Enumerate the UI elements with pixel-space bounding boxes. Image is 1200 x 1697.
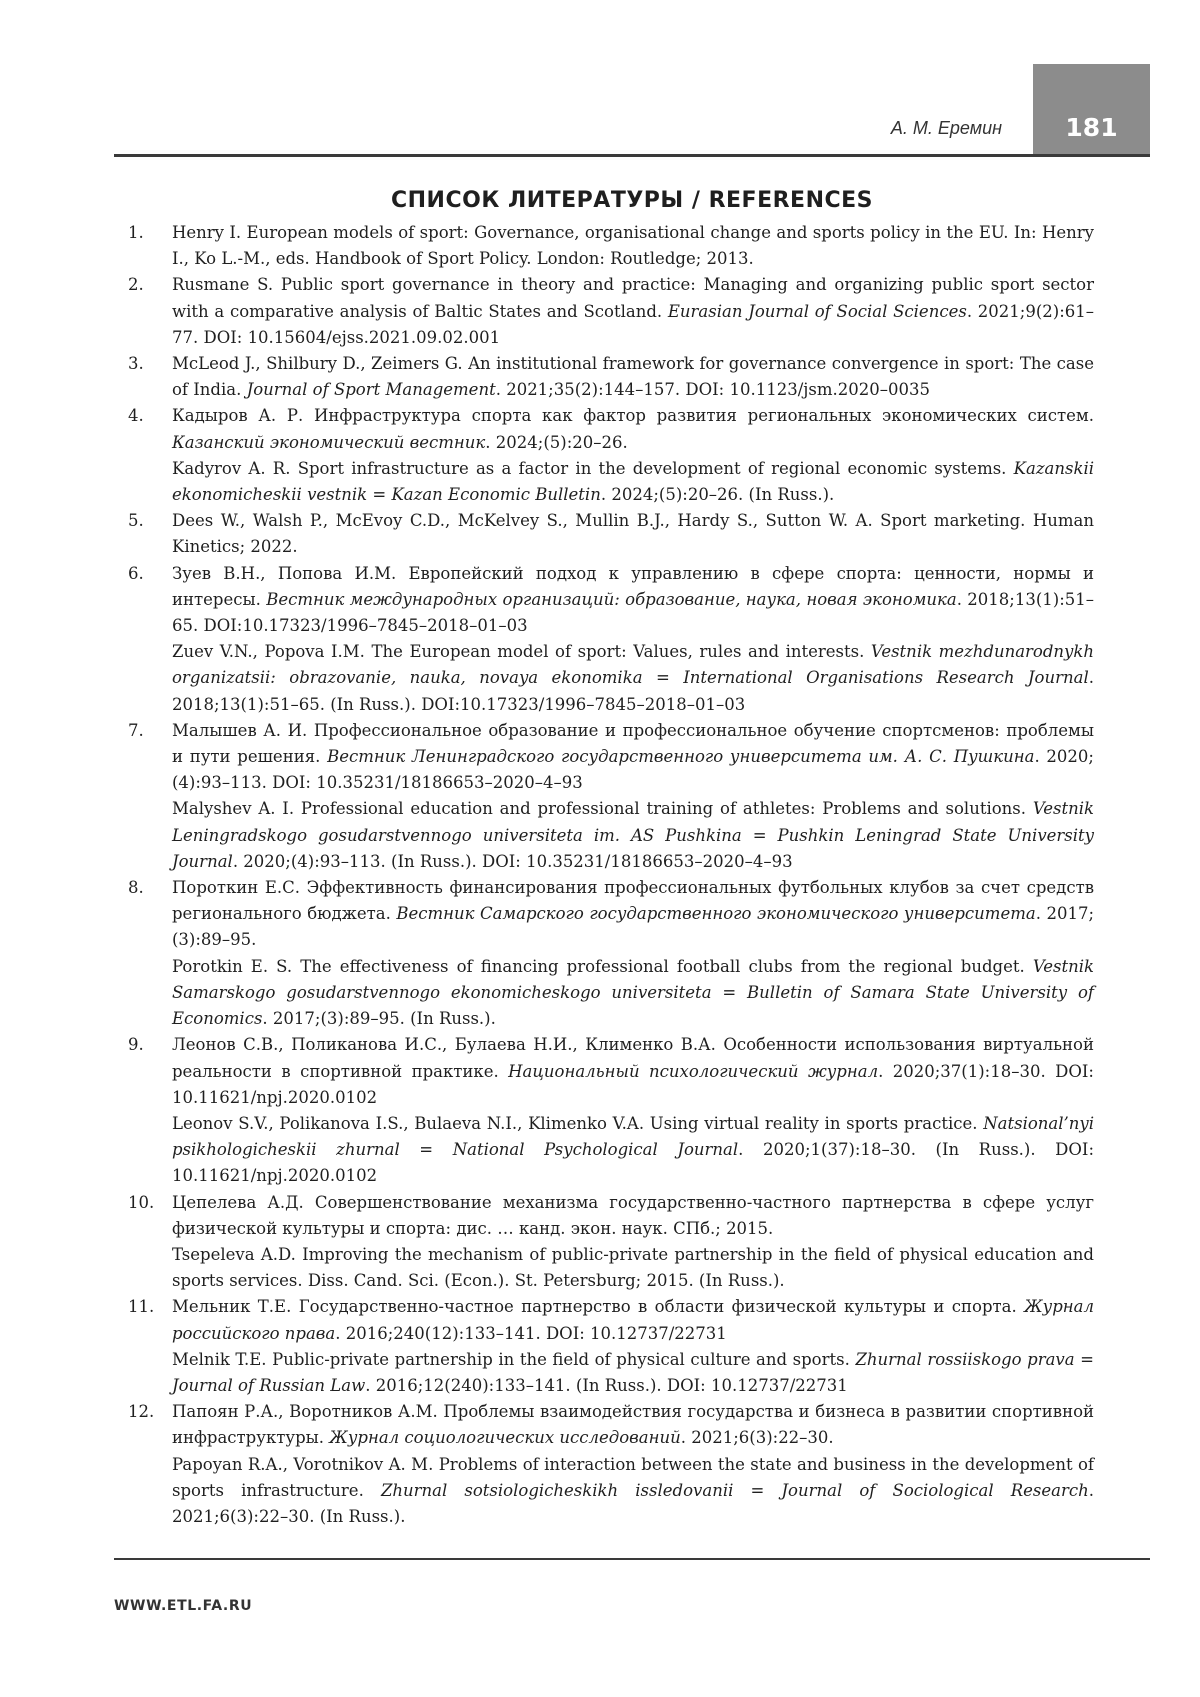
reference-item bbox=[114, 272, 1094, 351]
reference-item bbox=[114, 1032, 1094, 1189]
header-rule bbox=[114, 154, 1150, 157]
reference-text: Dees W., Walsh P., McEvoy C.D., McKelvey S., Mullin B.J., Hardy S., Sutton W. A. Sport marketing. Human Kinetics; 2022. bbox=[172, 511, 1094, 557]
reference-item bbox=[114, 1294, 1094, 1399]
reference-text: Henry I. European models of sport: Governance, organisational change and sports policy in the EU. In: Henry I., Ko L.-M., eds. Handbook of Sport Policy. London: Routledge; 2013. bbox=[172, 223, 1094, 269]
reference-item bbox=[114, 718, 1094, 875]
reference-text: Леонов С.В., Поликанова И.С., Булаева Н.И., Клименко В.А. Особенности использования виртуальной реальности в спортивной практике. Национальный психологический журнал. 2020;37(1):18–30. DOI: 10.11621/npj.2020.0102 bbox=[172, 1035, 1094, 1107]
reference-text: Папоян Р.А., Воротников А.М. Проблемы взаимодействия государства и бизнеса в развитии спортивной инфраструктуры. Журнал социологических исследований. 2021;6(3):22–30. bbox=[172, 1402, 1094, 1448]
reference-translation: Tsepeleva A.D. Improving the mechanism of public-private partnership in the field of physical education and sports services. Diss. Cand. Sci. (Econ.). St. Petersburg; 2015. (In Russ.). bbox=[172, 1244, 1094, 1291]
reference-item bbox=[114, 875, 1094, 1032]
reference-item bbox=[114, 508, 1094, 560]
reference-number: 10. bbox=[128, 1192, 155, 1212]
reference-item bbox=[114, 403, 1094, 508]
reference-item bbox=[114, 351, 1094, 403]
footer-website[interactable]: WWW.ETL.FA.RU bbox=[114, 1598, 253, 1614]
reference-text: Rusmane S. Public sport governance in theory and practice: Managing and organizing public sport sector with a comparative analysis of Baltic States and Scotland. Eurasian Journal of Social Sciences. 2021;9(2):61–77. DOI: 10.15604/ejss.2021.09.02.001 bbox=[172, 275, 1095, 347]
reference-translation: Papoyan R.A., Vorotnikov A. M. Problems of interaction between the state and business in the development of sports infrastructure. Zhurnal sotsiologicheskikh issledovanii = Journal of Sociological Research. 2021;6(3):22–30. (In Russ.). bbox=[172, 1454, 1094, 1526]
reference-text: Зуев В.Н., Попова И.М. Европейский подход к управлению в сфере спорта: ценности, нормы и интересы. Вестник международных организаций: образование, наука, новая экономика. 2018;13(1):51–65. DOI:10.17323/1996–7845–2018–01–03 bbox=[172, 563, 1095, 636]
references-list bbox=[114, 220, 1094, 1530]
reference-number: 3. bbox=[128, 354, 144, 374]
reference-text: Мельник Т.Е. Государственно-частное партнерство в области физической культуры и спорта. Журнал российского права. 2016;240(12):133–141. DOI: 10.12737/22731 bbox=[172, 1297, 1094, 1343]
reference-translation: Leonov S.V., Polikanova I.S., Bulaeva N.I., Klimenko V.A. Using virtual reality in sports practice. Natsional’nyi psikhologicheskii zhurnal = National Psychological Journal. 2020;1(37):18–30. (In Russ.). DOI: 10.11621/npj.2020.0102 bbox=[172, 1113, 1095, 1186]
reference-translation: Melnik T.E. Public-private partnership in the field of physical culture and sports. Zhurnal rossiiskogo prava = Journal of Russian Law. 2016;12(240):133–141. (In Russ.). DOI: 10.12737/22731 bbox=[172, 1349, 1094, 1395]
reference-number: 12. bbox=[128, 1402, 155, 1422]
page-number: 181 bbox=[1065, 113, 1118, 142]
reference-number: 7. bbox=[128, 720, 144, 740]
reference-number: 5. bbox=[128, 511, 144, 531]
reference-number: 2. bbox=[128, 275, 144, 295]
reference-text: Пороткин Е.С. Эффективность финансирования профессиональных футбольных клубов за счет средств регионального бюджета. Вестник Самарского государственного экономического университета. 2017;(3):89–95. bbox=[172, 878, 1095, 950]
reference-number: 6. bbox=[128, 563, 144, 583]
reference-number: 9. bbox=[128, 1035, 144, 1055]
reference-number: 1. bbox=[128, 223, 144, 242]
footer-rule bbox=[114, 1558, 1150, 1560]
reference-number: 11. bbox=[128, 1297, 155, 1317]
reference-text: McLeod J., Shilbury D., Zeimers G. An institutional framework for governance convergence in sport: The case of India. Journal of Sport Management. 2021;35(2):144–157. DOI: 10.1123/jsm.2020–0035 bbox=[172, 354, 1094, 400]
reference-translation: Kadyrov A. R. Sport infrastructure as a factor in the development of regional economic systems. Kazanskii ekonomicheskii vestnik = Kazan Economic Bulletin. 2024;(5):20–26. (In Russ.). bbox=[172, 458, 1094, 505]
reference-text: Цепелева А.Д. Совершенствование механизма государственно-частного партнерства в сфере услуг физической культуры и спорта: дис. … канд. экон. наук. СПб.; 2015. bbox=[172, 1192, 1094, 1238]
reference-translation: Zuev V.N., Popova I.M. The European model of sport: Values, rules and interests. Vestnik mezhdunarodnykh organizatsii: obrazovanie, nauka, novaya ekonomika = International Organisations Research Journal. 2018;13(1):51–65. (In Russ.). DOI:10.17323/1996–7845–2018–01–03 bbox=[172, 642, 1094, 714]
reference-translation: Porotkin E. S. The effectiveness of financing professional football clubs from the regional budget. Vestnik Samarskogo gosudarstvennogo ekonomicheskogo universiteta = Bulletin of Samara State University of Economics. 2017;(3):89–95. (In Russ.). bbox=[172, 956, 1094, 1029]
references-heading: СПИСОК ЛИТЕРАТУРЫ / REFERENCES bbox=[391, 188, 873, 213]
reference-item bbox=[114, 561, 1094, 718]
reference-number: 8. bbox=[128, 878, 144, 898]
reference-text: Малышев А. И. Профессиональное образование и профессиональное обучение спортсменов: проблемы и пути решения. Вестник Ленинградского государственного университета им. А. С. Пушкина. 2020;(4):93–113. DOI: 10.35231/18186653–2020–4–93 bbox=[172, 720, 1094, 793]
reference-item bbox=[114, 1190, 1094, 1295]
reference-number: 4. bbox=[128, 406, 144, 426]
reference-text: Кадыров А. Р. Инфраструктура спорта как фактор развития региональных экономических систем. Казанский экономический вестник. 2024;(5):20–26. bbox=[172, 406, 1094, 452]
running-header-author: А. М. Еремин bbox=[890, 118, 1002, 138]
reference-item bbox=[114, 220, 1094, 272]
reference-item bbox=[114, 1399, 1094, 1530]
reference-translation: Malyshev A. I. Professional education and professional training of athletes: Problems and solutions. Vestnik Leningradskogo gosudarstvennogo universiteta im. AS Pushkina = Pushkin Leningrad State University Journal. 2020;(4):93–113. (In Russ.). DOI: 10.35231/18186653–2020–4–93 bbox=[172, 799, 1094, 871]
